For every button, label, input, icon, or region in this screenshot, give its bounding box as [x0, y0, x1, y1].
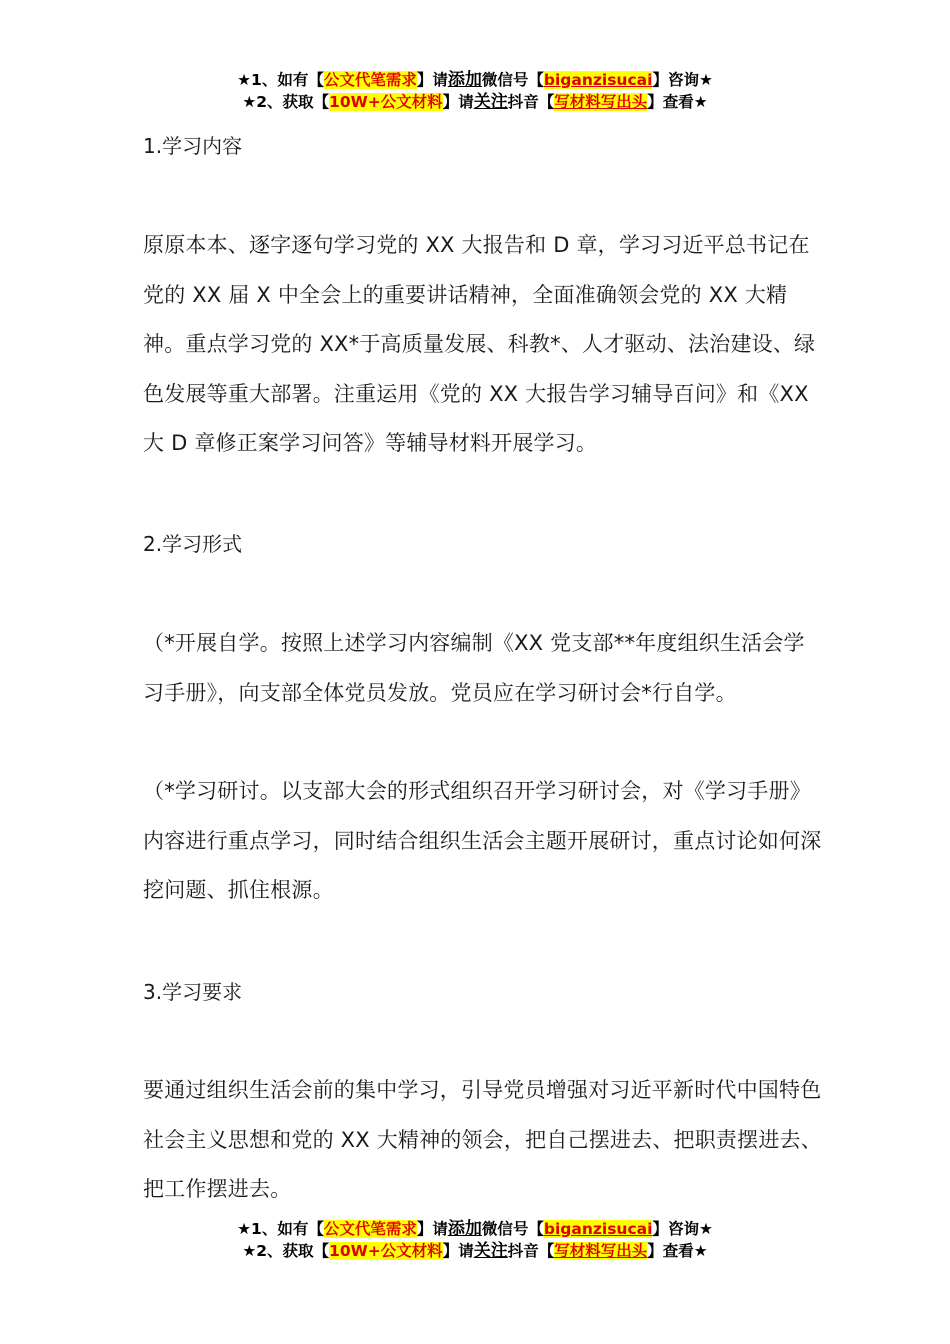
section-heading: 2.学习形式 [143, 532, 243, 556]
paragraph: 原原本本、逐字逐句学习党的 XX 大报告和 D 章，学习习近平总书记在党的 XX 届 X 中全会上的重要讲话精神，全面准确领会党的 XX 大精神。重点学习党的 XX*于高质量发展、科教*、人才驱动、法治建设、绿色发展等重大部署。注重运用《党的 XX 大报告学习辅导百问》和《XX 大 D 章修正案学习问答》等辅导材料开展学习。 [143, 233, 816, 455]
service-highlight: 公文代笔需求 [323, 71, 417, 89]
materials-highlight: 10W+公文材料 [329, 93, 443, 111]
paragraph: （*开展自学。按照上述学习内容编制《XX 党支部**年度组织生活会学习手册》，向支部全体党员发放。党员应在学习研讨会*行自学。 [143, 631, 805, 705]
wechat-id[interactable]: biganzisucai [543, 71, 653, 89]
paragraph: 要通过组织生活会前的集中学习，引导党员增强对习近平新时代中国特色社会主义思想和党的 XX 大精神的领会，把自己摆进去、把职责摆进去、把工作摆进去。 [143, 1078, 822, 1201]
section-heading: 3.学习要求 [143, 980, 243, 1004]
douyin-account[interactable]: 写材料写出头 [554, 93, 648, 111]
paragraph: （*学习研讨。以支部大会的形式组织召开学习研讨会，对《学习手册》内容进行重点学习，同时结合组织生活会主题开展研讨，重点讨论如何深挖问题、抓住根源。 [143, 779, 822, 902]
wechat-id[interactable]: biganzisucai [543, 1220, 653, 1238]
section-heading: 1.学习内容 [143, 134, 243, 158]
banner-line-1: ★1、如有【公文代笔需求】请添加微信号【biganzisucai】咨询★ [237, 70, 713, 90]
top-banner [0, 69, 950, 113]
banner-line-1: ★1、如有【公文代笔需求】请添加微信号【biganzisucai】咨询★ [237, 1219, 713, 1239]
douyin-account[interactable]: 写材料写出头 [554, 1242, 648, 1260]
service-highlight: 公文代笔需求 [323, 1220, 417, 1238]
bottom-banner [0, 1218, 950, 1262]
banner-line-2: ★2、获取【10W+公文材料】请关注抖音【写材料写出头】查看★ [242, 92, 708, 112]
materials-highlight: 10W+公文材料 [329, 1242, 443, 1260]
banner-line-2: ★2、获取【10W+公文材料】请关注抖音【写材料写出头】查看★ [242, 1241, 708, 1261]
